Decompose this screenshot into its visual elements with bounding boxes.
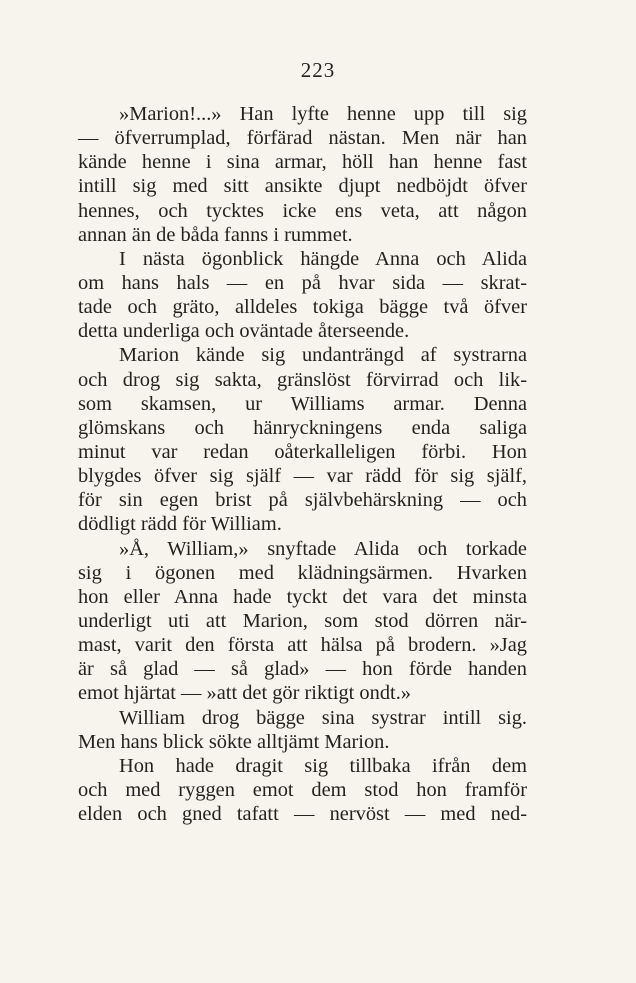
text-line: sig i ögonen med klädningsärmen. Hvarken [78,561,527,584]
text-line: intill sig med sitt ansikte djupt nedböjdt öfver [78,175,527,198]
text-line: hennes, och tycktes icke ens veta, att någon [78,199,527,222]
text-line: annan än de båda fanns i rummet. [78,223,353,246]
text-line: Marion kände sig undanträngd af systrarna [119,344,527,367]
text-line: Hon hade dragit sig tillbaka ifrån dem [119,754,527,777]
text-line: glömskans och hänryckningens enda saliga [78,416,527,439]
text-line: som skamsen, ur Williams armar. Denna [78,392,527,415]
text-line: blygdes öfver sig själf — var rädd för sig själf, [78,465,527,488]
text-line: och drog sig sakta, gränslöst förvirrad och lik- [78,368,527,391]
text-line: hon eller Anna hade tyckt det vara det minsta [78,585,527,608]
text-line: — öfverrumplad, förfärad nästan. Men när han [78,127,527,150]
page-number: 223 [300,58,336,82]
text-line: dödligt rädd för William. [78,513,282,536]
text-line: emot hjärtat — »att det gör riktigt ondt.» [78,682,411,705]
text-line: Men hans blick sökte alltjämt Marion. [78,730,390,753]
text-line: är så glad — så glad» — hon förde handen [78,658,527,681]
text-line: om hans hals — en på hvar sida — skrat- [78,271,527,294]
text-line: underligt uti att Marion, som stod dörren när- [78,609,527,632]
body-text [78,102,527,826]
text-line: kände henne i sina armar, höll han henne fast [78,151,527,174]
text-line: för sin egen brist på självbehärskning — och [78,489,527,512]
text-line: I nästa ögonblick hängde Anna och Alida [119,247,527,270]
text-line: tade och gräto, alldeles tokiga bägge två öfver [78,296,527,319]
text-line: mast, varit den första att hälsa på brodern. »Jag [78,634,527,657]
text-line: minut var redan oåterkalleligen förbi. Hon [78,440,527,463]
text-line: William drog bägge sina systrar intill sig. [119,706,527,729]
text-line: detta underliga och oväntade återseende. [78,320,410,343]
text-line: »Marion!...» Han lyfte henne upp till sig [119,103,527,125]
text-line: och med ryggen emot dem stod hon framför [78,778,527,801]
text-line: elden och gned tafatt — nervöst — med ned- [78,803,527,826]
text-line: »Å, William,» snyftade Alida och torkade [119,537,527,560]
